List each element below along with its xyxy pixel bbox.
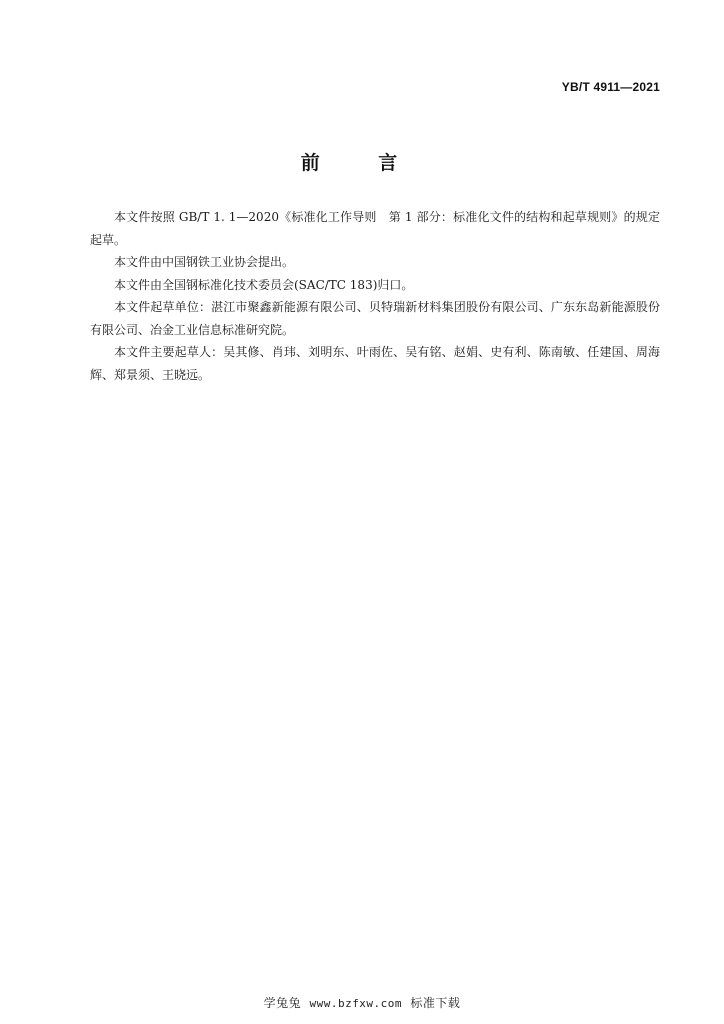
page-title: 前 言: [300, 152, 424, 174]
standard-code: YB/T 4911—2021: [561, 80, 660, 94]
foreword-body: [90, 206, 660, 386]
footer-site-name: 学兔兔: [263, 996, 302, 1010]
paragraph-drafters: 本文件主要起草人：吴其修、肖玮、刘明东、叶雨佐、吴有铭、赵娟、史有利、陈南敏、任建国、周海辉、郑景须、王晓远。: [90, 345, 660, 382]
footer-watermark: [0, 994, 724, 1011]
paragraph-administrator: 本文件由全国钢标准化技术委员会(SAC/TC 183)归口。: [114, 277, 414, 292]
paragraph-drafting-units: 本文件起草单位：湛江市聚鑫新能源有限公司、贝特瑞新材料集团股份有限公司、广东东岛新能源股份有限公司、冶金工业信息标准研究院。: [90, 300, 660, 337]
footer-label: 标准下载: [410, 996, 461, 1010]
paragraph-drafting-rules: 本文件按照 GB/T 1. 1—2020《标准化工作导则 第 1 部分：标准化文件的结构和起草规则》的规定起草。: [90, 210, 660, 247]
paragraph-proposer: 本文件由中国钢铁工业协会提出。: [114, 255, 295, 269]
footer-url[interactable]: www.bzfxw.com: [309, 997, 403, 1010]
